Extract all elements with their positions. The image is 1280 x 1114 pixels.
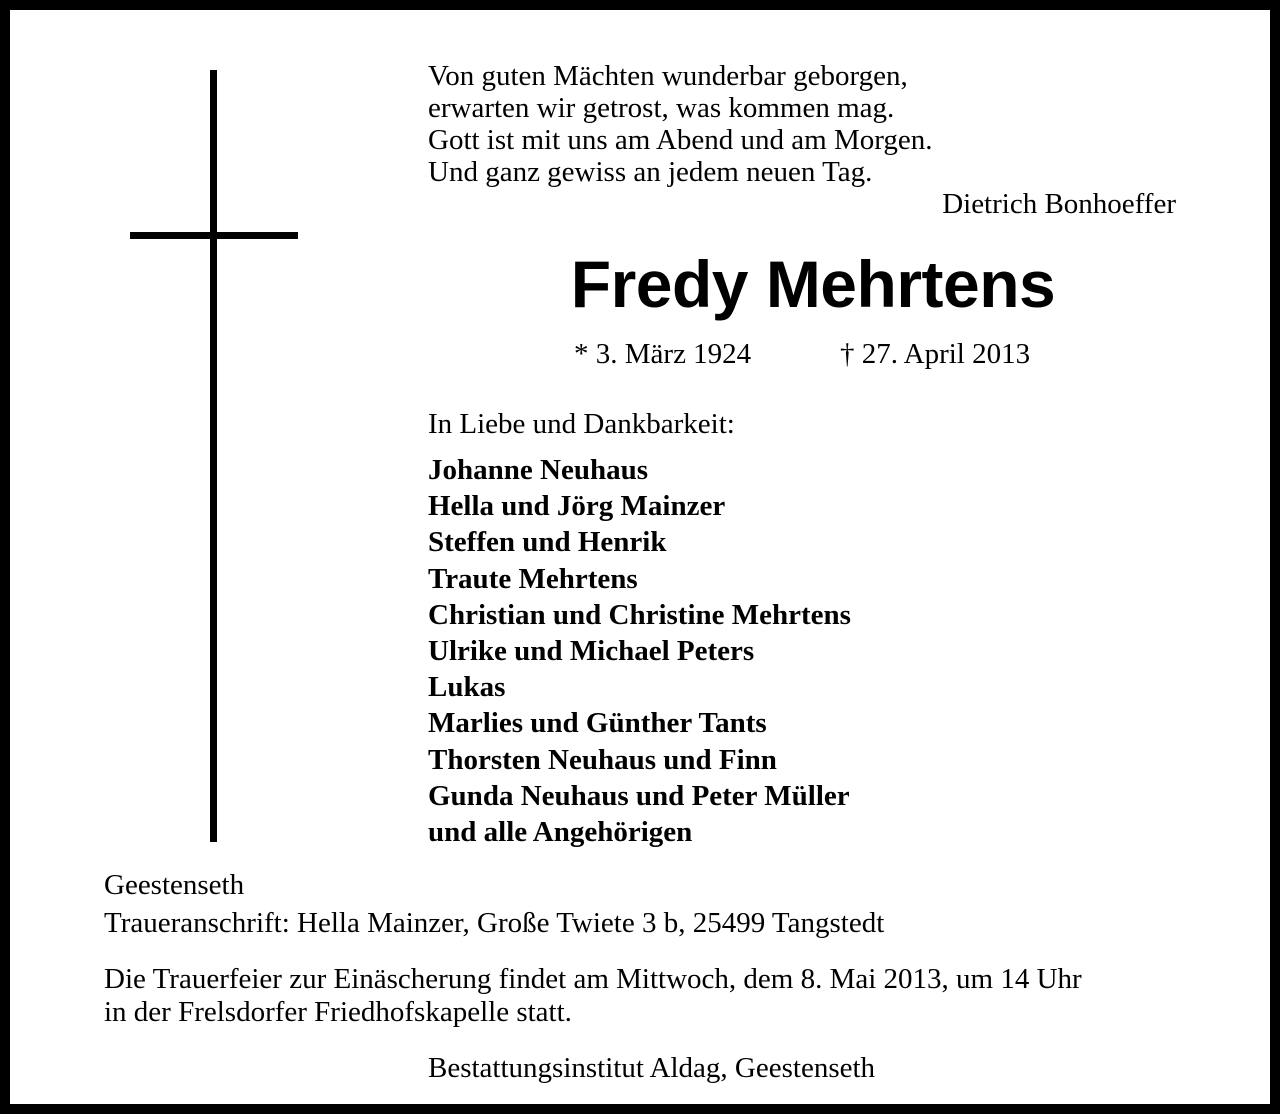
verse-line: Von guten Mächten wunderbar geborgen, bbox=[428, 60, 908, 92]
mourner-name: Traute Mehrtens bbox=[428, 562, 638, 595]
place: Geestenseth bbox=[104, 869, 245, 901]
deceased-name: Fredy Mehrtens bbox=[570, 247, 1056, 321]
mourning-address: Traueranschrift: Hella Mainzer, Große Twiete 3 b, 25499 Tangstedt bbox=[104, 907, 885, 939]
ceremony-line: Die Trauerfeier zur Einäscherung findet am Mittwoch, dem 8. Mai 2013, um 14 Uhr bbox=[104, 963, 1082, 995]
mourner-name: Thorsten Neuhaus und Finn bbox=[428, 743, 777, 776]
mourner-name: Hella und Jörg Mainzer bbox=[428, 490, 726, 523]
mourner-name: Christian und Christine Mehrtens bbox=[428, 598, 851, 631]
ceremony-notice bbox=[104, 963, 1082, 1029]
mourners-intro: In Liebe und Dankbarkeit: bbox=[428, 408, 735, 440]
mourner-name: Gunda Neuhaus und Peter Müller bbox=[428, 779, 850, 812]
ceremony-line: in der Frelsdorfer Friedhofskapelle statt. bbox=[104, 996, 572, 1028]
mourner-name: Johanne Neuhaus bbox=[428, 454, 648, 486]
mourners-list bbox=[428, 452, 851, 850]
mourner-name: Lukas bbox=[428, 671, 506, 704]
bonhoeffer-verse bbox=[428, 60, 933, 188]
mourner-name: und alle Angehörigen bbox=[428, 815, 693, 848]
cross-horizontal-bar bbox=[130, 232, 298, 239]
birth-date: * 3. März 1924 bbox=[574, 338, 752, 370]
mourner-name: Steffen und Henrik bbox=[428, 526, 667, 559]
funeral-home: Bestattungsinstitut Aldag, Geestenseth bbox=[428, 1052, 876, 1084]
cross-vertical-bar bbox=[210, 70, 217, 842]
verse-author: Dietrich Bonhoeffer bbox=[942, 188, 1176, 220]
death-date: † 27. April 2013 bbox=[840, 338, 1031, 370]
mourner-name: Ulrike und Michael Peters bbox=[428, 634, 755, 667]
verse-line: erwarten wir getrost, was kommen mag. bbox=[428, 92, 895, 124]
obituary-notice bbox=[10, 10, 1270, 1104]
verse-line: Und ganz gewiss an jedem neuen Tag. bbox=[428, 156, 873, 188]
verse-line: Gott ist mit uns am Abend und am Morgen. bbox=[428, 124, 933, 156]
mourner-name: Marlies und Günther Tants bbox=[428, 707, 767, 740]
